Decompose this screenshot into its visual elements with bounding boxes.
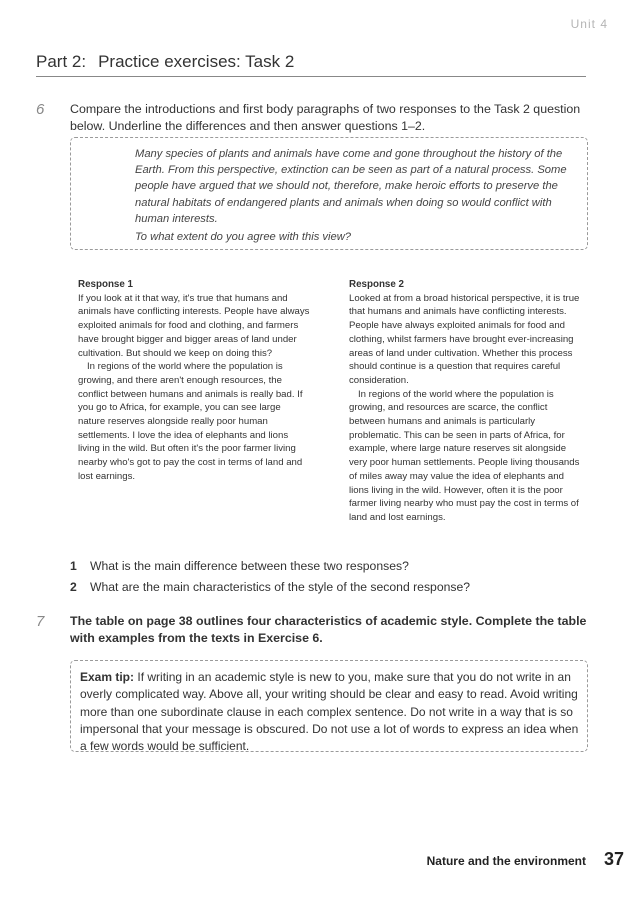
question-number: 1 [70, 559, 77, 573]
part-title: Practice exercises: Task 2 [98, 52, 295, 71]
response-1 [78, 278, 310, 484]
exercise-7-instruction: The table on page 38 outlines four characteristics of academic style. Complete the table with examples from the texts in Exercise 6. [70, 614, 587, 645]
exercise-6-number: 6 [36, 101, 45, 118]
response-1-paragraph-1: If you look at it that way, it's true that humans and animals have conflicting interests. People have always exploited animals for food and clothing, and farmers have brought bigger and bigger areas of land under cultivation. But should we keep on doing this? [78, 292, 310, 359]
response-1-paragraph-2: In regions of the world where the population is growing, and there aren't enough resources, the conflict between humans and animals is really bad. If you go to Africa, for example, you can see large nature reserves alongside really poor human settlements. I love the idea of elephants and lions living in the wild. But often it's the poor farmer living nearby who's got to pay the cost in terms of land and lost earnings. [78, 361, 303, 482]
response-1-title: Response 1 [78, 279, 133, 290]
question-list [70, 556, 470, 598]
question-number: 2 [70, 580, 77, 594]
part-heading [36, 52, 294, 72]
page-number: 37 [603, 849, 624, 869]
heading-rule [36, 76, 586, 77]
task-question [135, 146, 575, 245]
exam-tip-text: If writing in an academic style is new to you, make sure that you do not write in an overly complicated way. Above all, your writing should be clear and easy to read. Avoid writing more than one subordinate clause in each complex sentence. Do not write in a way that is so impersonal that your message is obscured. Do not use a lot of words to express an idea when a few words would be sufficient. [80, 670, 579, 754]
part-label: Part 2: [36, 52, 87, 71]
exercise-6-instruction: Compare the introductions and first body paragraphs of two responses to the Task 2 question below. Underline the differences and then answer questions 1–2. [70, 102, 581, 133]
exam-tip-label: Exam tip: [80, 670, 135, 684]
chapter-title: Nature and the environment [426, 854, 586, 868]
response-2 [349, 278, 581, 525]
unit-label: Unit 4 [570, 17, 608, 31]
task-prompt-question: To what extent do you agree with this view? [135, 231, 352, 244]
response-2-paragraph-2: In regions of the world where the population is growing, and resources are scarce, the conflict between humans and animals is particularly problematic. This can be seen in parts of Africa, for example, where large nature reserves sit alongside very poor human settlements. People living thousands of miles away may value the idea of elephants and lions living in the wild. However, often it is the poor farmer living nearby who must pay the cost in terms of land and lost earnings. [349, 388, 580, 523]
exercise-7-number: 7 [36, 613, 45, 630]
question-text: What is the main difference between these two responses? [90, 559, 409, 573]
exam-tip [80, 669, 580, 755]
question-item [70, 556, 470, 577]
task-prompt-text: Many species of plants and animals have come and gone throughout the history of the Earth. From this perspective, extinction can be seen as part of a natural process. Some people have argued that we should not, therefore, make heroic efforts to preserve the natural habitats of endangered plants and animals when doing so would conflict with human interests. [135, 148, 567, 225]
question-text: What are the main characteristics of the style of the second response? [90, 580, 471, 594]
question-item [70, 577, 470, 598]
response-2-title: Response 2 [349, 279, 404, 290]
response-2-paragraph-1: Looked at from a broad historical perspective, it is true that humans and animals have conflicting interests. People have always exploited animals for food and clothing, whilst farmers have brought ever-increasing areas of land under cultivation. Whether this process should continue is a question that requires careful consideration. [349, 292, 580, 386]
